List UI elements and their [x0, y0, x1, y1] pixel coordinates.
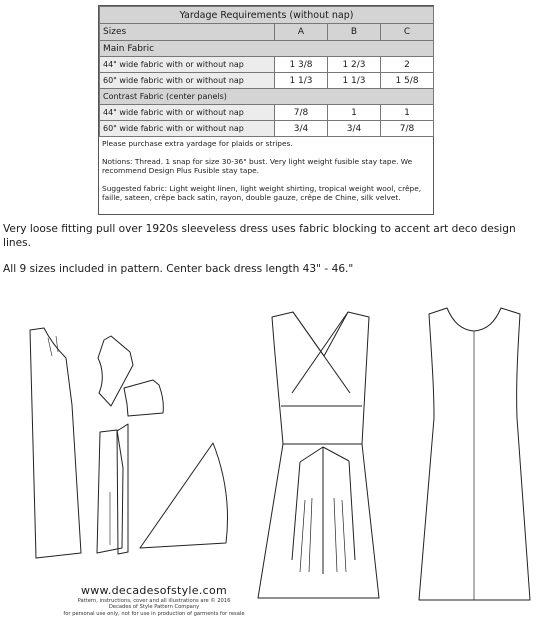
cell-b: 3/4	[328, 121, 381, 137]
row-label: 44" wide fabric with or without nap	[100, 57, 275, 73]
cell-a: 1 1/3	[275, 73, 328, 89]
footer	[44, 584, 264, 617]
description-line-2: All 9 sizes included in pattern. Center back dress length 43" - 46."	[3, 263, 354, 275]
size-c-header: C	[381, 24, 434, 41]
cell-c: 2	[381, 57, 434, 73]
cell-a: 1 3/8	[275, 57, 328, 73]
dress-back-outline	[419, 308, 530, 600]
contrast-fabric-label: Contrast Fabric (center panels)	[100, 89, 434, 105]
copyright-line: Pattern, instructions, cover and all illustrations are © 2016	[77, 598, 231, 604]
website-url: www.decadesofstyle.com	[80, 584, 228, 597]
dress-front-illustration	[258, 312, 379, 598]
description-line-1: Very loose fitting pull over 1920s sleeveless dress uses fabric blocking to accent art deco design lines.	[3, 223, 516, 249]
sizes-label: Sizes	[100, 24, 275, 41]
size-b-header: B	[328, 24, 381, 41]
dart-mark	[48, 336, 58, 356]
cross-strap-lines	[281, 312, 362, 444]
cell-c: 1	[381, 105, 434, 121]
size-a-header: A	[275, 24, 328, 41]
main-fabric-label: Main Fabric	[100, 41, 434, 57]
plaids-note: Please purchase extra yardage for plaids or stripes.	[102, 139, 293, 148]
pattern-pieces-diagram	[30, 328, 227, 558]
usage-line: for personal use only, not for use in production of garments for resale	[63, 610, 245, 617]
cell-a: 3/4	[275, 121, 328, 137]
row-label: 44" wide fabric with or without nap	[100, 105, 275, 121]
cell-a: 7/8	[275, 105, 328, 121]
pattern-piece-back-bodice	[124, 380, 163, 416]
yardage-title: Yardage Requirements (without nap)	[100, 7, 434, 24]
cell-b: 1 1/3	[328, 73, 381, 89]
company-line: Decades of Style Pattern Company	[108, 604, 200, 611]
cell-b: 1 2/3	[328, 57, 381, 73]
pattern-piece-front-dress	[30, 328, 81, 558]
row-label: 60" wide fabric with or without nap	[100, 73, 275, 89]
cell-b: 1	[328, 105, 381, 121]
cell-c: 7/8	[381, 121, 434, 137]
row-label: 60" wide fabric with or without nap	[100, 121, 275, 137]
dress-back-illustration	[419, 308, 530, 600]
notions-text: Notions: Thread. 1 snap for size 30-36" bust. Very light weight fusible stay tape. We recommend Design Plus Fusible stay tape.	[102, 156, 413, 175]
cell-c: 1 5/8	[381, 73, 434, 89]
suggested-fabric-text: Suggested fabric: Light weight linen, light weight shirting, tropical weight wool, crêpe, faille, sateen, crêpe back satin, rayon, double gauze, crêpe de Chine, silk velvet.	[102, 183, 422, 202]
pattern-piece-godet	[140, 443, 227, 548]
pattern-piece-front-bodice	[98, 336, 133, 406]
